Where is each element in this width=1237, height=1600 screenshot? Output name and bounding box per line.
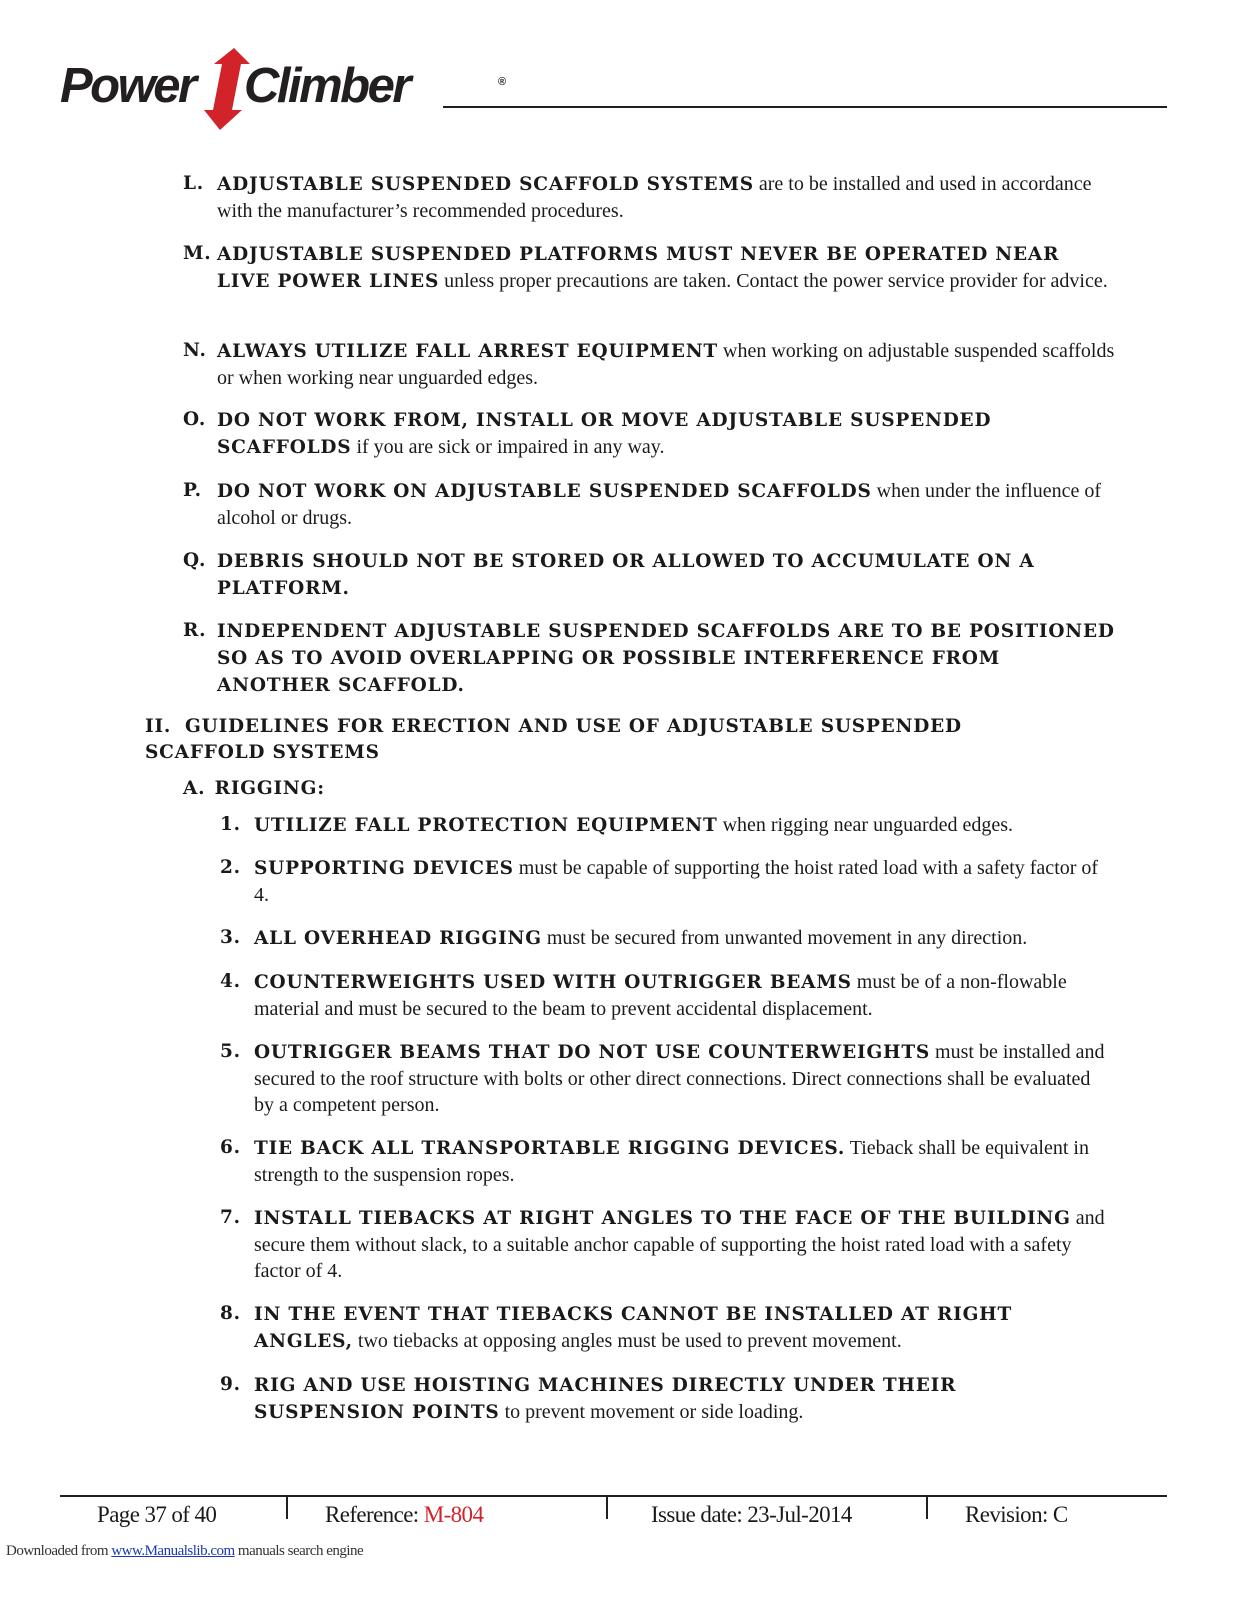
- item-marker: 7.: [220, 1207, 241, 1228]
- footer-rule: [60, 1495, 1167, 1497]
- item-text: must be secured from unwanted movement in any direction.: [541, 927, 1028, 949]
- rigging-item-2: [220, 855, 1114, 908]
- section-title: GUIDELINES FOR ERECTION AND USE OF ADJUSTABLE SUSPENDED SCAFFOLD SYSTEMS: [145, 716, 962, 763]
- item-bold-text: ADJUSTABLE SUSPENDED SCAFFOLD SYSTEMS: [217, 174, 754, 195]
- rigging-item-9: [220, 1372, 1114, 1426]
- item-bold-text: TIE BACK ALL TRANSPORTABLE RIGGING DEVICES.: [254, 1138, 846, 1159]
- list-item-p: [183, 478, 1117, 531]
- item-marker: 8.: [220, 1303, 241, 1324]
- list-item-l: [183, 171, 1117, 224]
- rigging-item-4: [220, 969, 1114, 1022]
- logo-text-climber: Climber: [244, 59, 409, 113]
- manualslib-link[interactable]: www.Manualslib.com: [111, 1543, 235, 1559]
- item-bold-text: RIG AND USE HOISTING MACHINES DIRECTLY UNDER THEIR SUSPENSION POINTS: [254, 1375, 957, 1423]
- item-bold-text: ALL OVERHEAD RIGGING: [254, 928, 542, 949]
- item-text: to prevent movement or side loading.: [499, 1401, 804, 1423]
- item-text: and secure them without slack, to a suitable anchor capable of supporting the hoist rated load with a safety factor of 4.: [254, 1207, 1105, 1282]
- item-text: unless proper precautions are taken. Contact the power service provider for advice.: [439, 270, 1108, 292]
- footer-issue-date: Issue date: 23-Jul-2014: [651, 1502, 852, 1527]
- item-bold-text: DO NOT WORK ON ADJUSTABLE SUSPENDED SCAFFOLDS: [217, 481, 872, 502]
- download-suffix: manuals search engine: [234, 1543, 364, 1559]
- item-marker: 5.: [220, 1041, 241, 1062]
- item-marker: 6.: [220, 1137, 241, 1158]
- download-prefix: Downloaded from: [6, 1543, 112, 1559]
- item-marker: Q.: [183, 550, 207, 571]
- item-text: are to be installed and used in accordance with the manufacturer’s recommended procedures.: [217, 173, 1092, 222]
- logo-registered-mark: ®: [498, 76, 507, 88]
- list-item-n: [183, 338, 1117, 391]
- item-bold-text: INDEPENDENT ADJUSTABLE SUSPENDED SCAFFOLDS ARE TO BE POSITIONED SO AS TO AVOID OVERLAPPING OR POSSIBLE INTERFERENCE FROM ANOTHER SCAFFOLD.: [217, 621, 1115, 696]
- rigging-item-7: [220, 1205, 1114, 1284]
- footer-divider: [286, 1497, 288, 1519]
- item-bold-text: IN THE EVENT THAT TIEBACKS CANNOT BE INSTALLED AT RIGHT ANGLES,: [254, 1304, 1013, 1352]
- item-text: must be capable of supporting the hoist rated load with a safety factor of 4.: [254, 857, 1099, 906]
- footer-reference-value: M-804: [423, 1502, 484, 1527]
- item-marker: 3.: [220, 927, 241, 948]
- rigging-item-3: [220, 925, 1114, 952]
- item-text: when rigging near unguarded edges.: [717, 814, 1014, 836]
- item-marker: O.: [183, 409, 207, 430]
- item-bold-text: INSTALL TIEBACKS AT RIGHT ANGLES TO THE FACE OF THE BUILDING: [254, 1208, 1071, 1229]
- section-number: II.: [145, 716, 172, 737]
- download-notice: [6, 1543, 363, 1560]
- item-marker: P.: [183, 480, 202, 501]
- item-bold-text: OUTRIGGER BEAMS THAT DO NOT USE COUNTERWEIGHTS: [254, 1042, 931, 1063]
- item-marker: 4.: [220, 971, 241, 992]
- item-marker: 1.: [220, 814, 241, 835]
- item-bold-text: ALWAYS UTILIZE FALL ARREST EQUIPMENT: [217, 341, 719, 362]
- item-text: when under the influence of alcohol or drugs.: [217, 480, 1102, 529]
- item-marker: R.: [183, 620, 207, 641]
- item-marker: M.: [183, 243, 212, 264]
- item-bold-text: DEBRIS SHOULD NOT BE STORED OR ALLOWED TO ACCUMULATE ON A PLATFORM.: [217, 551, 1035, 599]
- section-heading: [145, 714, 1085, 766]
- item-marker: 9.: [220, 1374, 241, 1395]
- rigging-item-6: [220, 1135, 1114, 1188]
- rigging-item-5: [220, 1039, 1114, 1118]
- logo-text-power: Power: [60, 59, 195, 113]
- list-item-r: [183, 618, 1117, 699]
- footer-revision: Revision: C: [965, 1502, 1068, 1527]
- list-item-q: [183, 548, 1117, 602]
- footer-page-number: Page 37 of 40: [97, 1502, 217, 1527]
- item-text: two tiebacks at opposing angles must be used to prevent movement.: [352, 1330, 902, 1352]
- item-text: Tieback shall be equivalent in strength to the suspension ropes.: [254, 1137, 1089, 1186]
- subheading-rigging: [183, 776, 325, 802]
- item-bold-text: SUPPORTING DEVICES: [254, 858, 514, 879]
- footer-divider: [606, 1497, 608, 1519]
- subheading-marker: A.: [183, 778, 206, 799]
- item-text: when working on adjustable suspended scaffolds or when working near unguarded edges.: [217, 340, 1115, 389]
- item-marker: 2.: [220, 857, 241, 878]
- item-bold-text: UTILIZE FALL PROTECTION EQUIPMENT: [254, 815, 718, 836]
- subheading-title: RIGGING:: [214, 778, 325, 799]
- item-text: must be of a non-flowable material and must be secured to the beam to prevent accidental displacement.: [254, 971, 1067, 1020]
- item-text: if you are sick or impaired in any way.: [351, 436, 665, 458]
- item-marker: N.: [183, 340, 207, 361]
- footer-reference: [325, 1501, 483, 1529]
- item-bold-text: ADJUSTABLE SUSPENDED PLATFORMS MUST NEVER BE OPERATED NEAR LIVE POWER LINES: [217, 244, 1060, 292]
- footer-reference-label: Reference:: [325, 1502, 424, 1527]
- list-item-m: [183, 241, 1117, 295]
- item-marker: L.: [183, 173, 205, 194]
- power-climber-logo: [60, 48, 507, 130]
- footer-divider: [926, 1497, 928, 1519]
- item-bold-text: DO NOT WORK FROM, INSTALL OR MOVE ADJUSTABLE SUSPENDED SCAFFOLDS: [217, 410, 992, 458]
- rigging-item-8: [220, 1301, 1114, 1355]
- item-bold-text: COUNTERWEIGHTS USED WITH OUTRIGGER BEAMS: [254, 972, 852, 993]
- header-rule: [443, 106, 1167, 108]
- rigging-item-1: [220, 812, 1114, 839]
- list-item-o: [183, 407, 1117, 461]
- item-text: must be installed and secured to the roof structure with bolts or other direct connections. Direct connections shall be evaluated by a competent person.: [254, 1041, 1105, 1116]
